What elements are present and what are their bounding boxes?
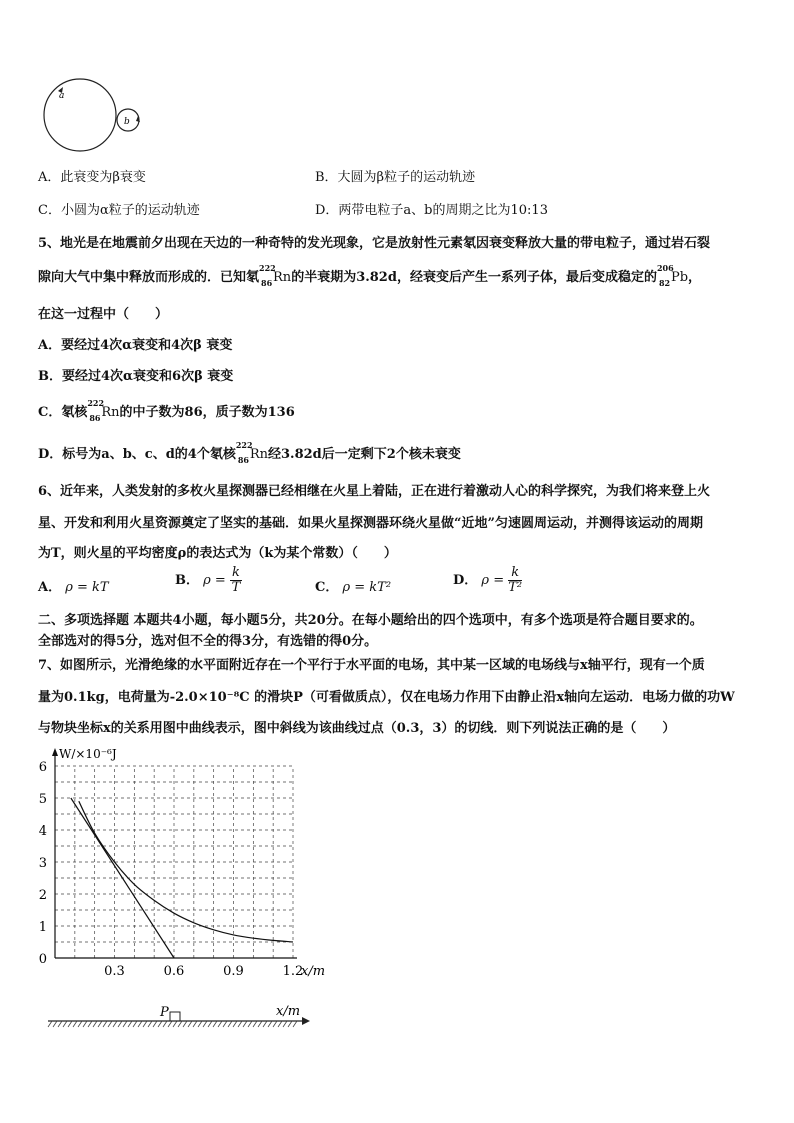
hatch-mark: [213, 1021, 217, 1027]
hatch-mark: [218, 1021, 222, 1027]
q5-stem-line2: 隙向大气中集中释放而形成的．已知氡 222 86 Rn的半衰期为3.82d，经衰变后产生一系列子体，最后变成稳定的 206 82 Pb，: [38, 263, 702, 288]
curve-series-line: [79, 801, 293, 942]
axis-arrow-icon: [302, 1017, 310, 1025]
lead-nuclide: 206 82 Pb: [656, 263, 689, 288]
x-tick-label: 0.6: [163, 964, 185, 979]
x-tick-label: 0.9: [223, 964, 244, 979]
hatch-mark: [293, 1021, 297, 1027]
large-circle-track: [44, 79, 116, 151]
hatch-mark: [168, 1021, 172, 1027]
hatch-mark: [188, 1021, 192, 1027]
hatch-mark: [223, 1021, 227, 1027]
y-tick-label: 3: [38, 856, 47, 871]
y-tick-label: 0: [38, 952, 47, 967]
hatch-mark: [243, 1021, 247, 1027]
q5-option-d: D．标号为a、b、c、d的4个氡核 222 86 Rn经3.82d后一定剩下2个核未衰变: [38, 440, 461, 465]
radon-nuclide: 222 86 Rn: [87, 398, 120, 423]
hatch-mark: [73, 1021, 77, 1027]
q6-stem-line2: 星、开发和利用火星资源奠定了坚实的基础．如果火星探测器环绕火星做“近地”匀速圆周运动，并测得该运动的周期: [38, 516, 703, 531]
hatch-mark: [138, 1021, 142, 1027]
track-figure: [44, 996, 314, 1032]
hatch-mark: [178, 1021, 182, 1027]
hatch-mark: [53, 1021, 57, 1027]
hatch-mark: [283, 1021, 287, 1027]
hatch-mark: [108, 1021, 112, 1027]
hatch-mark: [258, 1021, 262, 1027]
q6-stem-line1: 6、近年来，人类发射的多枚火星探测器已经相继在火星上着陆，正在进行着激动人心的科学探究，为我们将来登上火: [38, 484, 711, 499]
hatch-mark: [183, 1021, 187, 1027]
decay-tracks-figure: [40, 78, 150, 158]
hatch-mark: [253, 1021, 257, 1027]
work-vs-position-chart: [30, 742, 330, 982]
hatch-mark: [198, 1021, 202, 1027]
x-tick-label: 1.2: [282, 964, 304, 979]
x-axis-label: x/m: [301, 964, 326, 979]
block-p: [170, 1012, 180, 1021]
radon-nuclide: 222 86 Rn: [235, 440, 269, 465]
section2-intro-line2: 全部选对的得5分，选对但不全的得3分，有选错的得0分。: [38, 634, 378, 649]
q6-option-d: D． ρ = $\frac{k}{\text{T²}}$: [453, 565, 523, 595]
label-b: b: [124, 117, 130, 127]
block-p-label: P: [160, 1005, 169, 1020]
hatch-mark: [238, 1021, 242, 1027]
label-a: a: [59, 91, 65, 101]
q4-option-d: D．两带电粒子a、b的周期之比为10:13: [315, 203, 548, 218]
hatch-mark: [268, 1021, 272, 1027]
hatch-mark: [58, 1021, 62, 1027]
hatch-mark: [233, 1021, 237, 1027]
hatch-mark: [48, 1021, 52, 1027]
hatch-mark: [288, 1021, 292, 1027]
hatch-mark: [153, 1021, 157, 1027]
hatch-mark: [113, 1021, 117, 1027]
hatch-mark: [118, 1021, 122, 1027]
hatch-mark: [173, 1021, 177, 1027]
hatch-mark: [248, 1021, 252, 1027]
hatch-mark: [133, 1021, 137, 1027]
y-axis-label: W/×10⁻⁶J: [59, 747, 117, 761]
q6-option-b: B． ρ = $\frac{k}{T}$: [175, 565, 241, 595]
hatch-mark: [163, 1021, 167, 1027]
hatch-mark: [63, 1021, 67, 1027]
q5-stem-line1: 5、地光是在地震前夕出现在天边的一种奇特的发光现象，它是放射性元素氡因衰变释放大量的带电粒子，通过岩石裂: [38, 236, 711, 251]
q7-stem-line1: 7、如图所示，光滑绝缘的水平面附近存在一个平行于水平面的电场，其中某一区域的电场线与x轴平行，现有一个质: [38, 658, 705, 673]
hatch-mark: [68, 1021, 72, 1027]
q4-option-a: A．此衰变为β衰变: [38, 170, 146, 185]
hatch-mark: [128, 1021, 132, 1027]
q5-stem-line3: 在这一过程中（ ）: [38, 307, 169, 322]
y-tick-label: 4: [38, 824, 47, 839]
q4-option-c: C．小圆为α粒子的运动轨迹: [38, 203, 200, 218]
hatch-mark: [158, 1021, 162, 1027]
hatch-mark: [273, 1021, 277, 1027]
hatch-mark: [93, 1021, 97, 1027]
hatch-mark: [203, 1021, 207, 1027]
ground-hatching: [48, 1021, 297, 1027]
q5-option-c: C．氡核 222 86 Rn的中子数为86，质子数为136: [38, 398, 295, 423]
hatch-mark: [278, 1021, 282, 1027]
hatch-mark: [193, 1021, 197, 1027]
q4-option-b: B．大圆为β粒子的运动轨迹: [315, 170, 476, 185]
hatch-mark: [103, 1021, 107, 1027]
hatch-mark: [148, 1021, 152, 1027]
q6-option-a: A． ρ = kT: [38, 580, 109, 595]
track-axis-label: x/m: [276, 1004, 301, 1019]
y-tick-label: 6: [38, 760, 47, 775]
y-tick-label: 1: [38, 920, 47, 935]
q7-stem-line2: 量为0.1kg，电荷量为-2.0×10⁻⁸C 的滑块P（可看做质点），仅在电场力作用下由静止沿x轴向左运动．电场力做的功W: [38, 690, 735, 705]
x-tick-label: 0.3: [104, 964, 125, 979]
hatch-mark: [83, 1021, 87, 1027]
hatch-mark: [78, 1021, 82, 1027]
q6-stem-line3: 为T，则火星的平均密度ρ的表达式为（k为某个常数）（ ）: [38, 546, 397, 561]
q5-option-a: A．要经过4次α衰变和4次β 衰变: [38, 338, 233, 353]
hatch-mark: [263, 1021, 267, 1027]
q6-option-c: C． ρ = kT²: [315, 580, 392, 595]
radon-nuclide: 222 86 Rn: [259, 263, 292, 288]
hatch-mark: [208, 1021, 212, 1027]
hatch-mark: [143, 1021, 147, 1027]
hatch-mark: [88, 1021, 92, 1027]
y-axis-arrow-icon: [52, 748, 58, 756]
y-tick-label: 5: [38, 792, 47, 807]
q5-option-b: B．要经过4次α衰变和6次β 衰变: [38, 369, 234, 384]
hatch-mark: [123, 1021, 127, 1027]
section2-intro-line1: 二、多项选择题 本题共4小题，每小题5分，共20分。在每小题给出的四个选项中，有多个选项是符合题目要求的。: [38, 613, 703, 628]
hatch-mark: [98, 1021, 102, 1027]
q7-stem-line3: 与物块坐标x的关系用图中曲线表示，图中斜线为该曲线过点（0.3，3）的切线．则下列说法正确的是（ ）: [38, 721, 676, 736]
hatch-mark: [228, 1021, 232, 1027]
y-tick-label: 2: [38, 888, 47, 903]
